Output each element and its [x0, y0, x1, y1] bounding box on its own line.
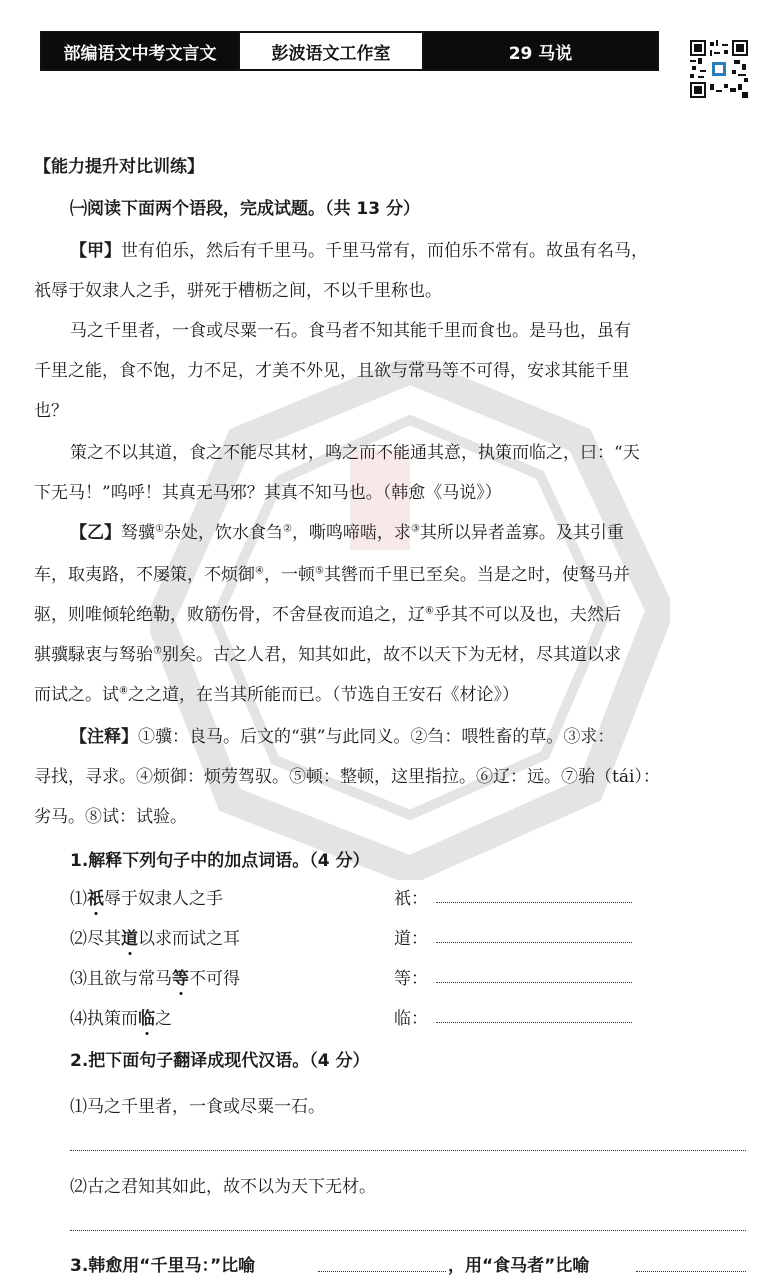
jia-paragraph-line: 马之千里者，一食或尽粟一石。食马者不知其能千里而食也。是马也，虽有 [70, 321, 631, 341]
yi-paragraph-line: 驱，则唯倾轮绝勒，败筋伤骨，不舍昼夜而追之，辽⑥乎其不可以及也，夫然后 [34, 605, 621, 625]
jia-paragraph-line: 下无马！”呜呼！其真无马邪？其真不知马也。（韩愈《马说》） [34, 483, 502, 503]
q3-answer-blank-1[interactable] [318, 1271, 446, 1272]
q1-answer-label-3: 等： [394, 969, 428, 989]
jia-paragraph-line: 祇辱于奴隶人之手，骈死于槽枥之间，不以千里称也。 [34, 281, 442, 301]
notes-line: 【注释】①骥：良马。后文的“骐”与此同义。②刍：喂牲畜的草。③求： [70, 727, 615, 747]
jia-paragraph-line: 也？ [34, 401, 68, 421]
q1-item-1: ⑴祇辱于奴隶人之手 [70, 889, 223, 909]
q1-answer-label-2: 道： [394, 929, 428, 949]
yi-paragraph-line: 而试之。试⑧之之道，在当其所能而已。（节选自王安石《材论》） [34, 685, 519, 705]
studio-title: 彭波语文工作室 [238, 33, 424, 69]
q1-item-4: ⑷执策而临之 [70, 1009, 172, 1029]
q1-answer-blank-4[interactable] [436, 1022, 632, 1023]
jia-paragraph-line: 千里之能，食不饱，力不足，才美不外见，且欲与常马等不可得，安求其能千里 [34, 361, 629, 381]
question-3-part-a: 3.韩愈用“千里马：”比喻 [70, 1256, 256, 1276]
q1-item-2: ⑵尽其道以求而试之耳 [70, 929, 240, 949]
q1-item-3: ⑶且欲与常马等不可得 [70, 969, 240, 989]
notes-line: 劣马。⑧试：试验。 [34, 807, 187, 827]
notes-tag: 【注释】 [70, 727, 138, 747]
notes-line: 寻找，寻求。④烦御：烦劳驾驭。⑤顿：整顿，这里指拉。⑥辽：远。⑦骀（tái）： [34, 767, 660, 787]
yi-paragraph-line: 车，取夷路，不屡策，不烦御④，一顿⑤其辔而千里已至矣。当是之时，使驽马并 [34, 565, 630, 585]
q1-answer-blank-3[interactable] [436, 982, 632, 983]
header-bar [40, 31, 659, 71]
series-title: 部编语文中考文言文 [42, 33, 238, 69]
jia-paragraph-line: 策之不以其道，食之不能尽其材，鸣之而不能通其意，执策而临之，曰：“天 [70, 443, 640, 463]
q1-answer-blank-2[interactable] [436, 942, 632, 943]
yi-paragraph-line: 【乙】驽骥①杂处，饮水食刍②，嘶鸣啼啮，求③其所以异者盖寡。及其引重 [70, 523, 624, 543]
lesson-title: 29 马说 [424, 33, 657, 69]
q3-answer-blank-2[interactable] [636, 1271, 746, 1272]
dotted-word: 等 [172, 969, 189, 989]
question-3-part-b: ，用“食马者”比喻 [448, 1256, 590, 1276]
q2-sentence-1: ⑴马之千里者，一食或尽粟一石。 [70, 1097, 325, 1117]
jia-tag: 【甲】 [70, 241, 121, 261]
jia-paragraph-line: 【甲】世有伯乐，然后有千里马。千里马常有，而伯乐不常有。故虽有名马， [70, 241, 648, 261]
q1-answer-label-4: 临： [394, 1009, 428, 1029]
part-title: ㈠阅读下面两个语段，完成试题。（共 13 分） [70, 199, 420, 219]
dotted-word: 道 [121, 929, 138, 949]
yi-tag: 【乙】 [70, 523, 121, 543]
q2-answer-line-1[interactable] [70, 1150, 746, 1151]
question-1-title: 1.解释下列句子中的加点词语。（4 分） [70, 851, 370, 871]
q1-answer-label-1: 祇： [394, 889, 428, 909]
section-title: 【能力提升对比训练】 [34, 157, 204, 177]
dotted-word: 临 [138, 1009, 155, 1029]
dotted-word: 祇 [87, 889, 104, 909]
q1-answer-blank-1[interactable] [436, 902, 632, 903]
yi-paragraph-line: 骐骥騄衷与驽骀⑦别矣。古之人君，知其如此，故不以天下为无材，尽其道以求 [34, 645, 621, 665]
q2-answer-line-2[interactable] [70, 1230, 746, 1231]
question-2-title: 2.把下面句子翻译成现代汉语。（4 分） [70, 1051, 370, 1071]
q2-sentence-2: ⑵古之君知其如此，故不以为天下无材。 [70, 1177, 376, 1197]
qr-code-icon [690, 40, 748, 98]
